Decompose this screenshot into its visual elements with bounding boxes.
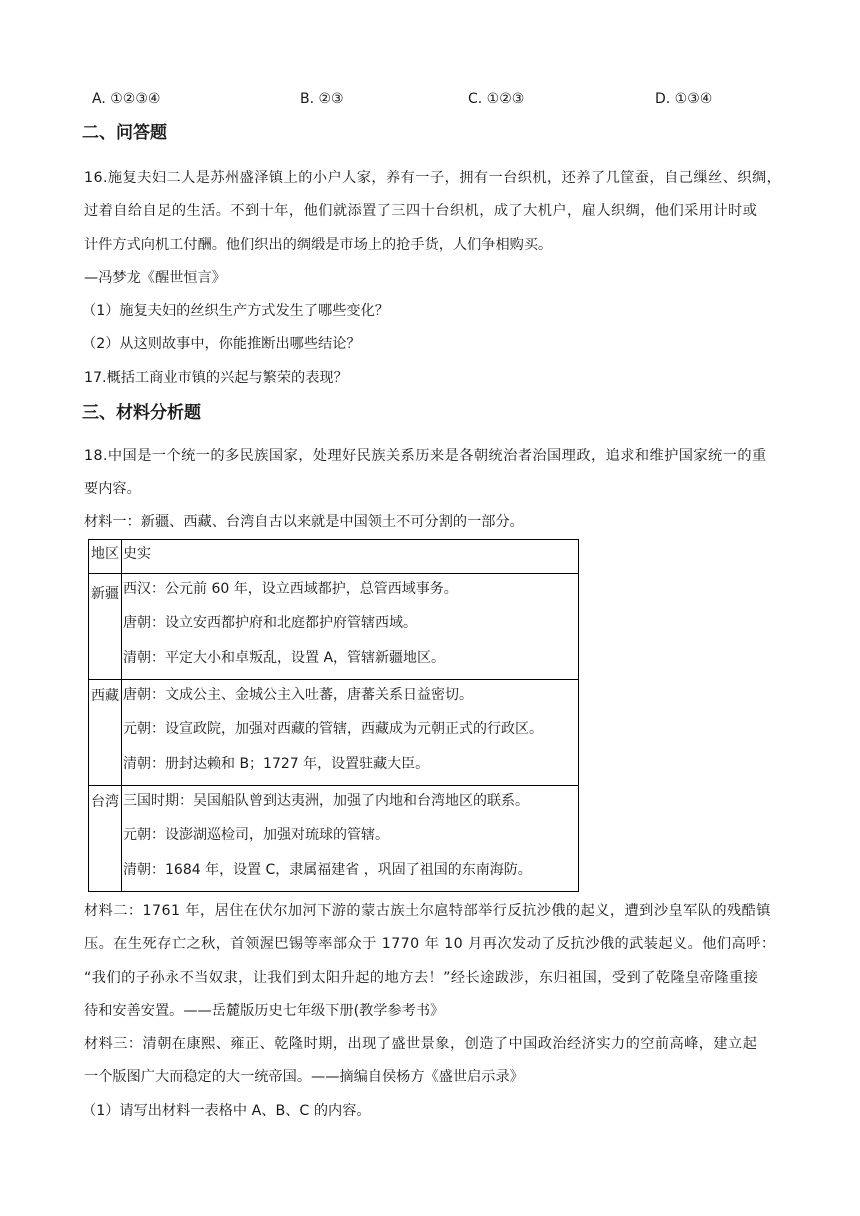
q16-text-line2: 过着自给自足的生活。不到十年，他们就添置了三四十台织机，成了大机户，雇人织绸，他们采用计时或 — [84, 203, 758, 219]
fact-line: 西汉：公元前 60 年，设立西域都护，总管西域事务。 — [123, 581, 458, 597]
region-cell: 西藏 — [89, 680, 122, 786]
table-row — [89, 574, 579, 680]
q16-text-line1: 16.施复夫妇二人是苏州盛泽镇上的小户人家，养有一子，拥有一台织机，还养了几筐蚕，自己缫丝、织绸， — [84, 170, 782, 186]
material2-line1: 材料二：1761 年，居住在伏尔加河下游的蒙古族土尔扈特部举行反抗沙俄的起义，遭到沙皇军队的残酷镇 — [84, 903, 771, 919]
q16-text-line3: 计件方式向机工付酬。他们织出的绸缎是市场上的抢手货，人们争相购买。 — [84, 237, 553, 253]
facts-cell — [122, 574, 579, 680]
table-header-row — [89, 540, 579, 574]
q16-subquestion-1: （1）施复夫妇的丝织生产方式发生了哪些变化？ — [82, 303, 389, 319]
table-header-region: 地区 — [89, 540, 122, 574]
material1-intro: 材料一：新疆、西藏、台湾自古以来就是中国领土不可分割的一部分。 — [84, 514, 524, 530]
fact-line: 唐朝：文成公主、金城公主入吐蕃，唐蕃关系日益密切。 — [123, 687, 473, 703]
q16-subquestion-2: （2）从这则故事中，你能推断出哪些结论？ — [82, 336, 361, 352]
material2-line4: 待和安善安置。——岳麓版历史七年级下册(教学参考书》 — [84, 1003, 445, 1019]
option-c[interactable]: C. ①②③ — [468, 91, 525, 107]
fact-line: 清朝：册封达赖和 B；1727 年，设置驻藏大臣。 — [123, 756, 430, 772]
section-heading-material: 三、材料分析题 — [82, 403, 201, 423]
material2-line2: 压。在生死存亡之秋，首领渥巴锡等率部众于 1770 年 10 月再次发动了反抗沙俄的武装起义。他们高呼： — [84, 936, 776, 952]
fact-line: 三国时期：吴国船队曾到达夷洲，加强了内地和台湾地区的联系。 — [123, 793, 529, 809]
material2-line3: “我们的子孙永不当奴隶，让我们到太阳升起的地方去！”经长途跋涉，东归祖国，受到了乾隆皇帝隆重接 — [84, 970, 759, 986]
material3-line1: 材料三：清朝在康熙、雍正、乾隆时期，出现了盛世景象，创造了中国政治经济实力的空前高峰，建立起 — [84, 1036, 758, 1052]
table-row — [89, 786, 579, 892]
option-b[interactable]: B. ②③ — [300, 91, 344, 107]
history-facts-table — [88, 539, 579, 892]
option-d[interactable]: D. ①③④ — [655, 91, 713, 107]
section-heading-qa: 二、问答题 — [82, 123, 167, 143]
table-row — [89, 680, 579, 786]
q17-text: 17.概括工商业市镇的兴起与繁荣的表现？ — [84, 370, 348, 386]
region-cell: 新疆 — [89, 574, 122, 680]
q18-subquestion-1: （1）请写出材料一表格中 A、B、C 的内容。 — [82, 1103, 371, 1119]
fact-line: 清朝：1684 年，设置 C，隶属福建省 ，巩固了祖国的东南海防。 — [123, 862, 532, 878]
q16-source: —冯梦龙《醒世恒言》 — [84, 270, 226, 286]
option-a[interactable]: A. ①②③④ — [92, 91, 161, 107]
fact-line: 元朝：设澎湖巡检司，加强对琉球的管辖。 — [123, 827, 389, 843]
table-header-facts: 史实 — [122, 540, 579, 574]
q18-text-line2: 要内容。 — [84, 481, 141, 497]
material3-line2: 一个版图广大而稳定的大一统帝国。——摘编自侯杨方《盛世启示录》 — [84, 1069, 524, 1085]
region-cell: 台湾 — [89, 786, 122, 892]
fact-line: 唐朝：设立安西都护府和北庭都护府管辖西域。 — [123, 615, 417, 631]
fact-line: 元朝：设宣政院，加强对西藏的管辖，西藏成为元朝正式的行政区。 — [123, 721, 543, 737]
q18-text-line1: 18.中国是一个统一的多民族国家，处理好民族关系历来是各朝统治者治国理政，追求和维护国家统一的重 — [84, 448, 767, 464]
facts-cell — [122, 680, 579, 786]
facts-cell — [122, 786, 579, 892]
fact-line: 清朝：平定大小和卓叛乱，设置 A，管辖新疆地区。 — [123, 650, 446, 666]
